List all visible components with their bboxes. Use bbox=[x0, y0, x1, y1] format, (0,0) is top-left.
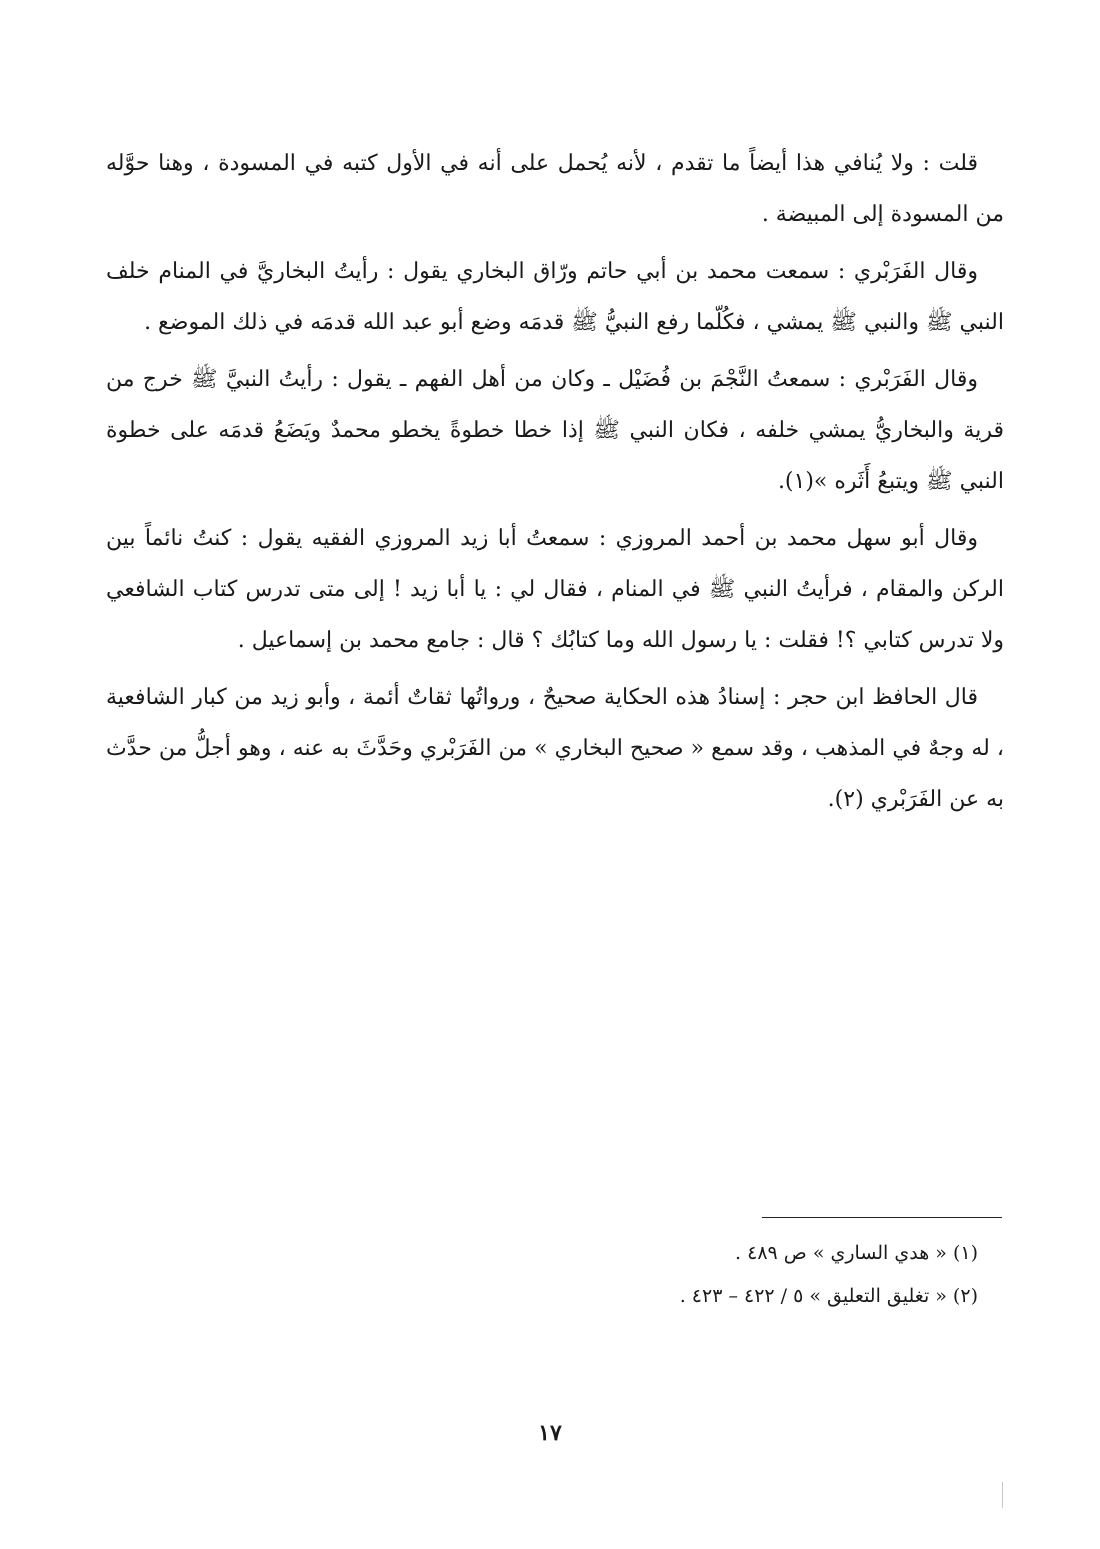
scan-mark bbox=[1002, 1482, 1003, 1508]
page-number: ١٧ bbox=[538, 1420, 562, 1446]
paragraph-3: وقال الفَرَبْري : سمعتُ النَّجْمَ بن فُضَيْل ـ وكان من أهل الفهم ـ يقول : رأيتُ النبيَّ ﷺ خرج من قرية والبخاريُّ يمشي خلفه ، فكان النبي ﷺ إذا خطا خطوةً يخطو محمدٌ ويَضَعُ قدمَه على خطوة النبي ﷺ ويتبعُ أَثَره »(١). bbox=[106, 367, 1004, 494]
footnote-separator bbox=[762, 1217, 1002, 1218]
paragraph-2: وقال الفَرَبْري : سمعت محمد بن أبي حاتم ورّاق البخاري يقول : رأيتُ البخاريَّ في المنام خلف النبي ﷺ والنبي ﷺ يمشي ، فكُلّما رفع النبيُّ ﷺ قدمَه وضع أبو عبد الله قدمَه في ذلك الموضع . bbox=[106, 259, 1004, 335]
paragraph-1: قلت : ولا يُنافي هذا أيضاً ما تقدم ، لأنه يُحمل على أنه في الأول كتبه في المسودة ، وهنا حوَّله من المسودة إلى المبيضة . bbox=[106, 151, 1004, 227]
paragraph-4: وقال أبو سهل محمد بن أحمد المروزي : سمعتُ أبا زيد المروزي الفقيه يقول : كنتُ نائماً بين الركن والمقام ، فرأيتُ النبي ﷺ في المنام ، فقال لي : يا أبا زيد ! إلى متى تدرس كتاب الشافعي ولا تدرس كتابي ؟! فقلت : يا رسول الله وما كتابُك ؟ قال : جامع محمد بن إسماعيل . bbox=[106, 526, 1004, 653]
footnote-2: (٢) « تغليق التعليق » ٥ / ٤٢٢ – ٤٢٣ . bbox=[679, 1285, 978, 1307]
footnotes bbox=[400, 1232, 978, 1318]
main-text bbox=[106, 138, 1004, 831]
paragraph-5: قال الحافظ ابن حجر : إسنادُ هذه الحكاية صحيحٌ ، ورواتُها ثقاتٌ أئمة ، وأبو زيد من كبار الشافعية ، له وجهٌ في المذهب ، وقد سمع « صحيح البخاري » من الفَرَبْري وحَدَّثَ به عنه ، وهو أجلُّ من حدَّث به عن الفَرَبْري (٢). bbox=[106, 685, 1004, 812]
footnote-1: (١) « هدي الساري » ص ٤٨٩ . bbox=[735, 1242, 978, 1264]
